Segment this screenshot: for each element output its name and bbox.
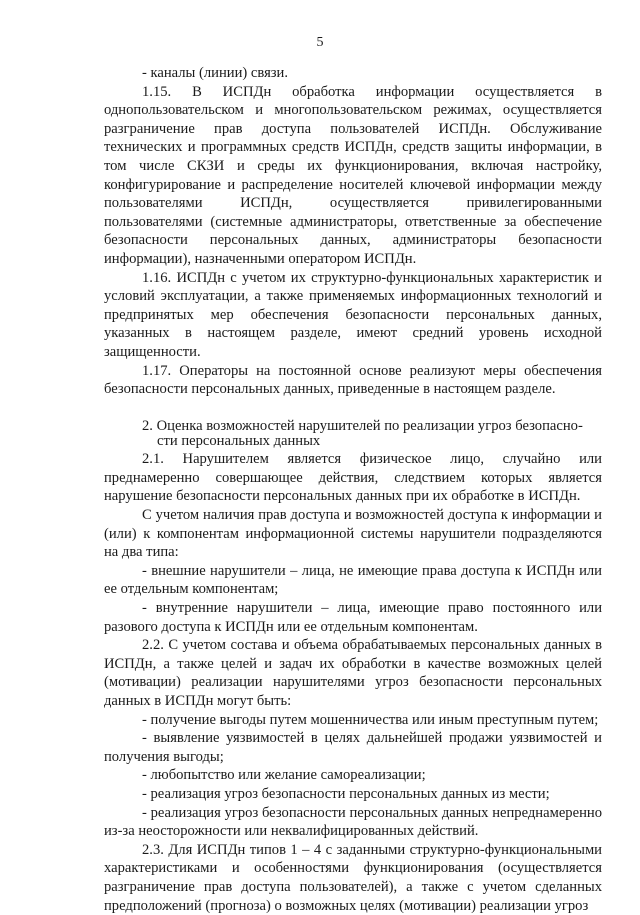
page-number: 5 [316,35,324,50]
paragraph-communication-channels: - каналы (линии) связи. [142,65,289,81]
list-item-revenge: - реализация угроз безопасности персональных данных из мести; [142,785,550,802]
paragraph-1-15: 1.15. В ИСПДн обработка информации осуществляется в однопользовательском и многопользовательском режимах, осуществляется разграничение прав доступа пользователей ИСПДн. Обслуживание технических и программных средств ИСПДн, средств защиты информации, в том числе СКЗИ и среды их функционирования, включая настройку, конфигурирование и распределение носителей ключевой информации между пользователями ИСПДн, осуществляется привилегированными пользователями (системные администраторы, ответственные за обеспечение безопасности персональных данных, администраторы безопасности информации), назначенными оператором ИСПДн. [104,83,602,267]
list-item-vulnerabilities: - выявление уязвимостей в целях дальнейшей продажи уязвимостей и получения выгоды; [104,730,602,765]
paragraph-1-17: 1.17. Операторы на постоянной основе реализуют меры обеспечения безопасности персональных данных, приведенные в настоящем разделе. [104,362,602,398]
paragraph-violator-types: С учетом наличия прав доступа и возможностей доступа к информации и (или) к компонентам информационной системы нарушители подразделяются на два типа: [104,507,602,561]
document-body [104,64,602,915]
list-item-external-violators: - внешние нарушители – лица, не имеющие права доступа к ИСПДн или ее отдельным компонентам; [104,562,602,598]
paragraph-2-1: 2.1. Нарушителем является физическое лицо, случайно или преднамеренно совершающее действия, следствием которых является нарушение безопасности персональных данных при их обработке в ИСПДн. [104,451,602,505]
section-2-heading-line1: 2. Оценка возможностей нарушителей по реализации угроз безопасно- [142,417,583,434]
list-item-unintentional: - реализация угроз безопасности персональных данных непреднамеренно из-за неосторожности или неквалифицированных действий. [104,804,602,840]
paragraph-2-3: 2.3. Для ИСПДн типов 1 – 4 с заданными структурно-функциональными характеристиками и особенностями функционирования (осуществляется разграничение прав доступа пользователей), а также с учетом сделанных предположений (прогноза) о возможных целях (мотивации) реализации угроз [104,841,602,914]
list-item-internal-violators: - внутренние нарушители – лица, имеющие право постоянного или разового доступа к ИСПДн или ее отдельным компонентам. [104,600,602,635]
paragraph-2-2: 2.2. С учетом состава и объема обрабатываемых персональных данных в ИСПДн, а также целей и задач их обработки в качестве возможных целей (мотивации) реализации нарушителями угроз безопасности персональных данных в ИСПДн могут быть: [104,637,602,709]
list-item-curiosity: - любопытство или желание самореализации; [142,767,426,784]
list-item-profit: - получение выгоды путем мошенничества или иным преступным путем; [142,711,599,728]
paragraph-1-16: 1.16. ИСПДн с учетом их структурно-функциональных характеристик и условий эксплуатации, а также применяемых информационных технологий и предпринятых мер обеспечения безопасности персональных данных, указанных в настоящем разделе, имеют средний уровень исходной защищенности. [104,269,602,360]
section-2-heading-line2: сти персональных данных [157,433,321,450]
section-2-heading [104,417,602,449]
